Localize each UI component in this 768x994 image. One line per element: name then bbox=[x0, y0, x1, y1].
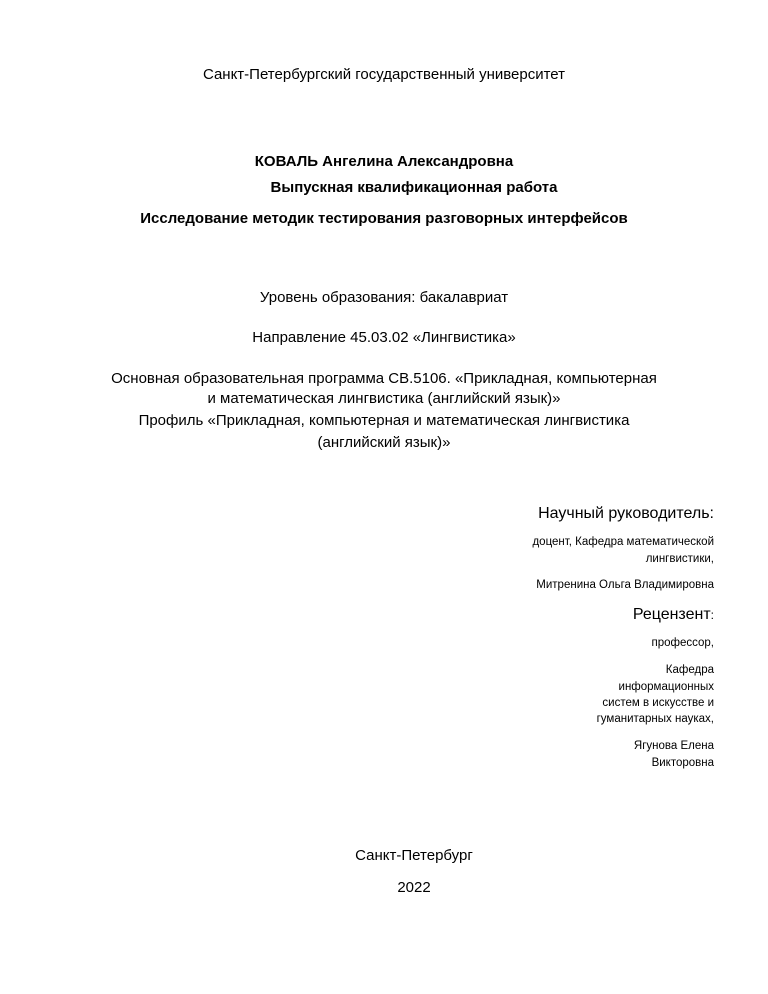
reviewer-department-line: систем в искусстве и bbox=[602, 697, 714, 709]
program-line: Профиль «Прикладная, компьютерная и математическая лингвистика bbox=[138, 412, 630, 429]
program-line: (английский язык)» bbox=[317, 434, 451, 451]
work-type: Выпускная квалификационная работа bbox=[270, 179, 558, 196]
supervisor-title: Научный руководитель: bbox=[538, 505, 714, 522]
thesis-topic: Исследование методик тестирования разговорных интерфейсов bbox=[140, 210, 628, 227]
supervisor-position-line: лингвистики, bbox=[645, 553, 714, 565]
reviewer-position: профессор, bbox=[651, 637, 714, 649]
program-line: Основная образовательная программа СВ.5106. «Прикладная, компьютерная bbox=[111, 370, 657, 387]
city: Санкт-Петербург bbox=[355, 847, 473, 864]
supervisor-name: Митренина Ольга Владимировна bbox=[536, 579, 714, 591]
education-level: Уровень образования: бакалавриат bbox=[259, 289, 509, 306]
reviewer-title-text: Рецензент bbox=[632, 606, 711, 623]
program-line: и математическая лингвистика (английский язык)» bbox=[207, 390, 561, 407]
year: 2022 bbox=[397, 879, 431, 896]
reviewer-department-line: Кафедра bbox=[665, 664, 714, 676]
author-name: КОВАЛЬ Ангелина Александровна bbox=[254, 153, 514, 170]
university-name: Санкт-Петербургский государственный университет bbox=[202, 66, 566, 83]
supervisor-position-line: доцент, Кафедра математической bbox=[532, 536, 714, 548]
reviewer-department-line: информационных bbox=[618, 681, 714, 693]
reviewer-department-line: гуманитарных науках, bbox=[596, 713, 714, 725]
reviewer-title-colon: : bbox=[710, 608, 714, 622]
education-direction: Направление 45.03.02 «Лингвистика» bbox=[252, 329, 516, 346]
reviewer-title bbox=[633, 606, 714, 624]
reviewer-name-line: Ягунова Елена bbox=[633, 740, 714, 752]
reviewer-name-line: Викторовна bbox=[651, 757, 714, 769]
